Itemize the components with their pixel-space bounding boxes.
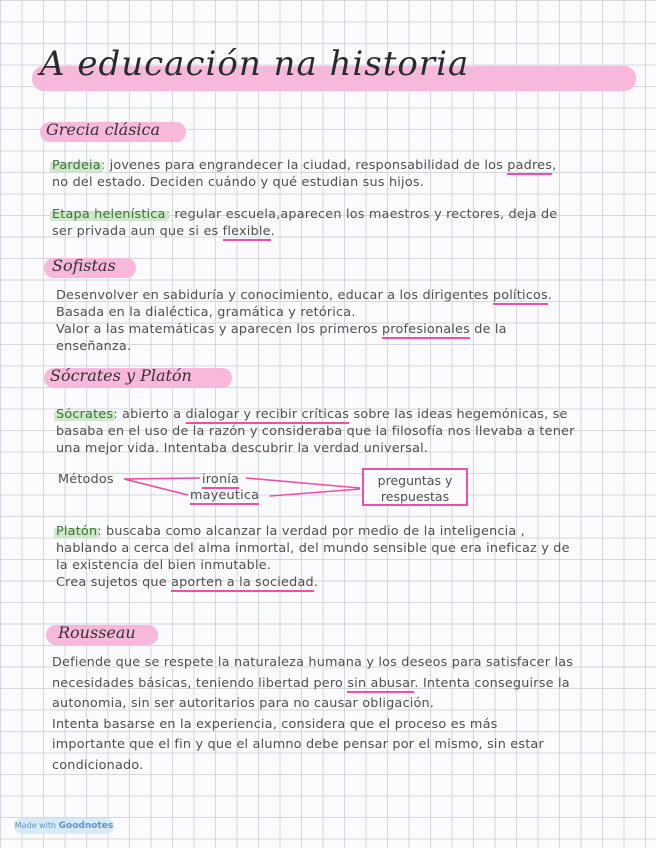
underline-dialogar: dialogar y recibir críticas xyxy=(185,407,350,422)
method-ironia: ironía xyxy=(202,472,240,487)
section-title-sofistas: Sofistas xyxy=(52,256,116,275)
page-title: A educación na historia xyxy=(40,44,470,84)
paragraph-socrates: Sócrates: abierto a dialogar y recibir críticas sobre las ideas hegemónicas, se basaba en el uso de la razón y consideraba que la filosofía nos llevaba a tener una mejor vida. Intentaba descubrir la verdad universal. xyxy=(56,407,575,456)
paragraph-platon: Platón: buscaba como alcanzar la verdad por medio de la inteligencia , hablando a cerca del alma inmortal, del mundo sensible que era ineficaz y de la existencia del bien inmutable. Crea sujetos que aporten a la sociedad. xyxy=(56,524,570,590)
paragraph-rousseau: Defiende que se respete la naturaleza humana y los deseos para satisfacer las necesidades básicas, teniendo libertad pero sin abusar. Intenta conseguirse la autonomia, sin ser autoritarios para no causar obligación. Intenta basarse en la experiencia, considera que el proceso es más importante que el fin y que el alumno debe pensar por el mismo, sin estar condicionado. xyxy=(52,655,574,773)
term-socrates: Sócrates xyxy=(56,407,114,422)
underline-sin-abusar: sin abusar xyxy=(347,675,415,691)
term-pardeia: Pardeia xyxy=(52,158,101,173)
arrow-to-mayeutica xyxy=(124,479,188,495)
paragraph-helenistica: Etapa helenística: regular escuela,aparecen los maestros y rectores, deja de ser privada aun que si es flexible. xyxy=(52,207,558,239)
methods-result-box: preguntas y respuestas xyxy=(362,468,468,506)
section-title-socrates: Sócrates y Platón xyxy=(50,366,192,385)
arrow-to-ironia xyxy=(124,478,200,479)
underline-politicos: políticos xyxy=(492,288,548,303)
paragraph-pardeia: Pardeia: jovenes para engrandecer la ciudad, responsabilidad de los padres, no del estado. Deciden cuándo y qué estudian sus hijos. xyxy=(52,158,557,190)
method-mayeutica: mayeutica xyxy=(190,488,260,503)
underline-flexible: flexible xyxy=(222,224,271,239)
goodnotes-badge: Made with Goodnotes xyxy=(14,818,114,834)
methods-label: Métodos xyxy=(58,472,114,487)
section-title-grecia: Grecia clásica xyxy=(46,120,161,139)
term-platon: Platón xyxy=(56,524,98,539)
section-title-rousseau: Rousseau xyxy=(58,623,136,642)
underline-padres: padres xyxy=(507,158,553,173)
arrow-ironia-to-box xyxy=(246,478,360,488)
paragraph-sofistas: Desenvolver en sabiduría y conocimiento, educar a los dirigentes políticos. Basada en la dialéctica, gramática y retórica. Valor a las matemáticas y aparecen los primeros profesionales de la enseñanza. xyxy=(56,288,553,354)
underline-aporten: aporten a la sociedad xyxy=(171,575,314,590)
underline-profesionales: profesionales xyxy=(381,322,470,337)
arrow-mayeutica-to-box xyxy=(270,489,360,496)
term-etapa-helenistica: Etapa helenística xyxy=(52,207,166,222)
